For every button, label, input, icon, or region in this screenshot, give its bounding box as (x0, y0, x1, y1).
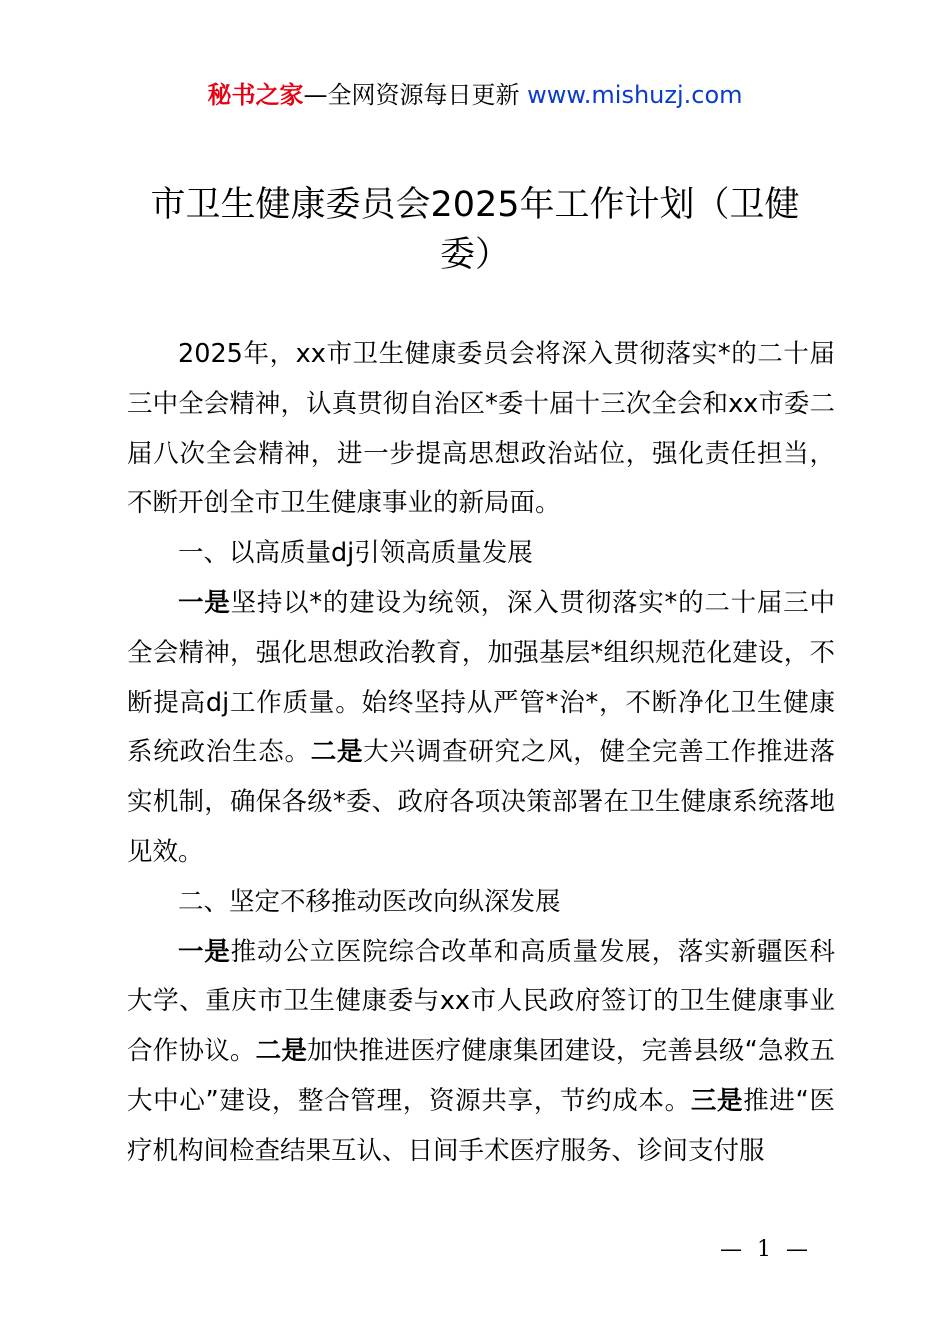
intro-paragraph: 2025年，xx市卫生健康委员会将深入贯彻落实*的二十届三中全会精神，认真贯彻自治区*委十届十三次全会和xx市委二届八次全会精神，进一步提高思想政治站位，强化责任担当，不断开创全市卫生健康事业的新局面。 (127, 339, 835, 519)
section-heading-2: 二、坚定不移推动医改向纵深发展 (178, 886, 561, 917)
bold-lead: 三是 (690, 1085, 744, 1116)
site-header (0, 78, 950, 112)
document-body (127, 330, 835, 1177)
bold-lead: 二是 (310, 737, 364, 768)
header-tagline: 全网资源每日更新 (327, 81, 528, 109)
site-url-link[interactable]: www.mishuzj.com (527, 81, 743, 109)
brand-name: 秘书之家 (207, 81, 304, 109)
bold-lead: 二是 (255, 1036, 308, 1067)
header-dash: — (303, 81, 328, 109)
paragraph-text: 大兴调查研究之风，健全完善工作推进落实机制，确保各级*委、政府各项决策部署在卫生健康系统落地见效。 (127, 737, 835, 867)
paragraph-text: 加快推进医疗健康集团建设，完善县级“急救五大中心”建设，整合管理，资源共享，节约成本。 (127, 1036, 835, 1116)
section-heading-1: 一、以高质量dj引领高质量发展 (178, 538, 533, 569)
section-2-paragraph (127, 928, 835, 1177)
paragraph-text: 坚持以*的建设为统领，深入贯彻落实*的二十届三中全会精神，强化思想政治教育，加强基层*组织规范化建设，不断提高dj工作质量。始终坚持从严管*治*，不断净化卫生健康系统政治生态。 (127, 587, 835, 768)
bold-lead: 一是 (178, 936, 231, 967)
bold-lead: 一是 (178, 587, 231, 618)
paragraph-text: 推进“医疗机构间检查结果互认、日间手术医疗服务、诊间支付服 (127, 1085, 835, 1166)
paragraph-text: 推动公立医院综合改革和高质量发展，落实新疆医科大学、重庆市卫生健康委与xx市人民政府签订的卫生健康事业合作协议。 (127, 936, 835, 1067)
document-title: 市卫生健康委员会2025年工作计划（卫健委） (150, 185, 800, 275)
section-1-paragraph (127, 579, 835, 878)
page-number: — 1 — (720, 1237, 812, 1262)
